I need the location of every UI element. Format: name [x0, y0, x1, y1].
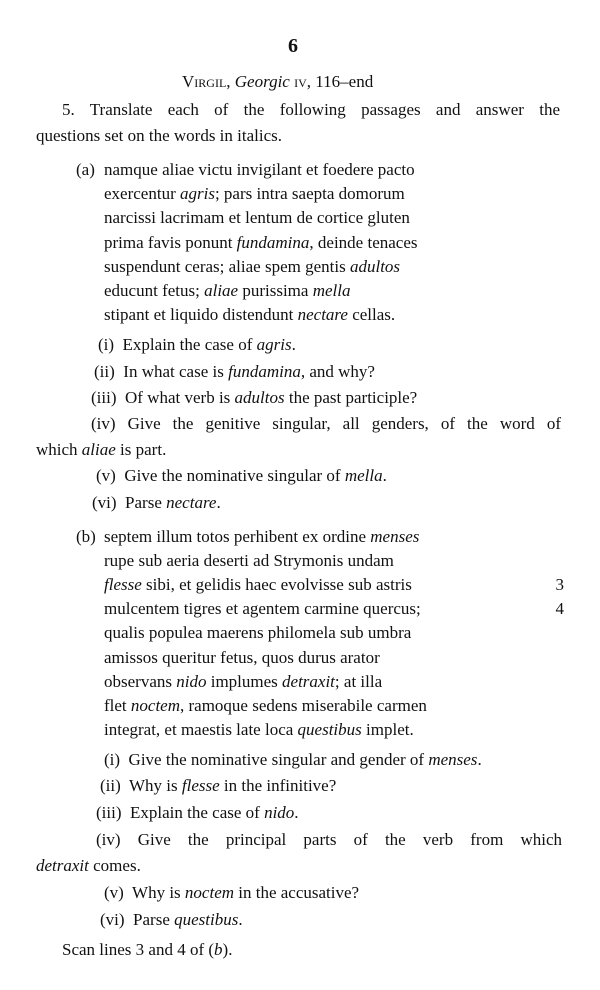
a-question-4-line2: which aliae is part.	[36, 440, 167, 459]
b-question-1: (i) Give the nominative singular and gender of menses.	[104, 750, 482, 769]
passage-a-label: (a)	[76, 160, 95, 179]
passage-a-line5: suspendunt ceras; aliae spem gentis adultos	[104, 257, 401, 276]
passage-b-line6: amissos queritur fetus, quos durus arator	[104, 648, 380, 667]
italic-word: aliae	[204, 281, 239, 300]
b-question-2: (ii) Why is flesse in the infinitive?	[100, 776, 337, 795]
passage-a-line2: exercentur agris; pars intra saepta domorum	[104, 184, 405, 203]
italic-word: flesse	[104, 575, 142, 594]
passage-b-line2: rupe sub aeria deserti ad Strymonis undam	[104, 551, 394, 570]
passage-b-line1: septem illum totos perhibent ex ordine menses	[104, 527, 420, 546]
section-heading	[182, 72, 373, 92]
italic-word: questibus	[297, 720, 362, 739]
page-number: 6	[288, 35, 298, 57]
heading-author: Virgil,	[182, 72, 231, 91]
passage-a-line6: educunt fetus; aliae purissima mella	[104, 281, 351, 300]
italic-word: menses	[370, 527, 420, 546]
passage-a-line4: prima favis ponunt fundamina, deinde tenaces	[104, 233, 418, 252]
passage-b-line8: flet noctem, ramoque sedens miserabile carmen	[104, 696, 427, 715]
italic-word: adultos	[349, 257, 401, 276]
passage-b-line4: mulcentem tigres et agentem carmine quercus;	[104, 599, 421, 618]
italic-word: fundamina	[236, 233, 310, 252]
italic-word: noctem	[130, 696, 180, 715]
b-question-4-line2: detraxit comes.	[36, 856, 141, 875]
passage-a-line7: stipant et liquido distendunt nectare cellas.	[104, 305, 396, 324]
b-question-3: (iii) Explain the case of nido.	[96, 803, 299, 822]
b-question-6: (vi) Parse questibus.	[100, 910, 243, 929]
italic-word: mella	[312, 281, 351, 300]
passage-a-line3: narcissi lacrimam et lentum de cortice gluten	[104, 208, 410, 227]
passage-b-line3: flesse sibi, et gelidis haec evolvisse sub astris	[104, 575, 412, 594]
heading-work: Georgic	[234, 72, 290, 91]
a-question-1: (i) Explain the case of agris.	[98, 335, 296, 354]
heading-book: iv,	[294, 72, 312, 91]
scan-instruction: Scan lines 3 and 4 of (b).	[62, 940, 233, 959]
b-question-4-line1: (iv) Give the principal parts of the verb from which	[96, 830, 563, 849]
a-question-5: (v) Give the nominative singular of mella.	[96, 466, 387, 485]
line-number-3: 3	[555, 575, 564, 594]
passage-a-line1: namque aliae victu invigilant et foedere pacto	[104, 160, 415, 179]
italic-word: nido	[176, 672, 207, 691]
a-question-4-line1: (iv) Give the genitive singular, all genders, of the word of	[91, 414, 561, 433]
passage-b-line9: integrat, et maestis late loca questibus implet.	[104, 720, 414, 739]
italic-word: detraxit	[282, 672, 335, 691]
q5-intro-line1: 5. Translate each of the following passages and answer the	[62, 100, 560, 119]
a-question-3: (iii) Of what verb is adultos the past participle?	[91, 388, 418, 407]
line-number-4: 4	[555, 599, 564, 618]
heading-range: 116–end	[315, 72, 374, 91]
passage-b-line5: qualis populea maerens philomela sub umbra	[104, 623, 412, 642]
passage-b-label: (b)	[76, 527, 96, 546]
a-question-6: (vi) Parse nectare.	[92, 493, 221, 512]
italic-word: agris	[179, 184, 215, 203]
a-question-2: (ii) In what case is fundamina, and why?	[94, 362, 375, 381]
b-question-5: (v) Why is noctem in the accusative?	[104, 883, 360, 902]
passage-b-line7: observans nido implumes detraxit; at illa	[104, 672, 383, 691]
italic-word: nectare	[297, 305, 348, 324]
q5-intro-line2: questions set on the words in italics.	[36, 126, 283, 145]
